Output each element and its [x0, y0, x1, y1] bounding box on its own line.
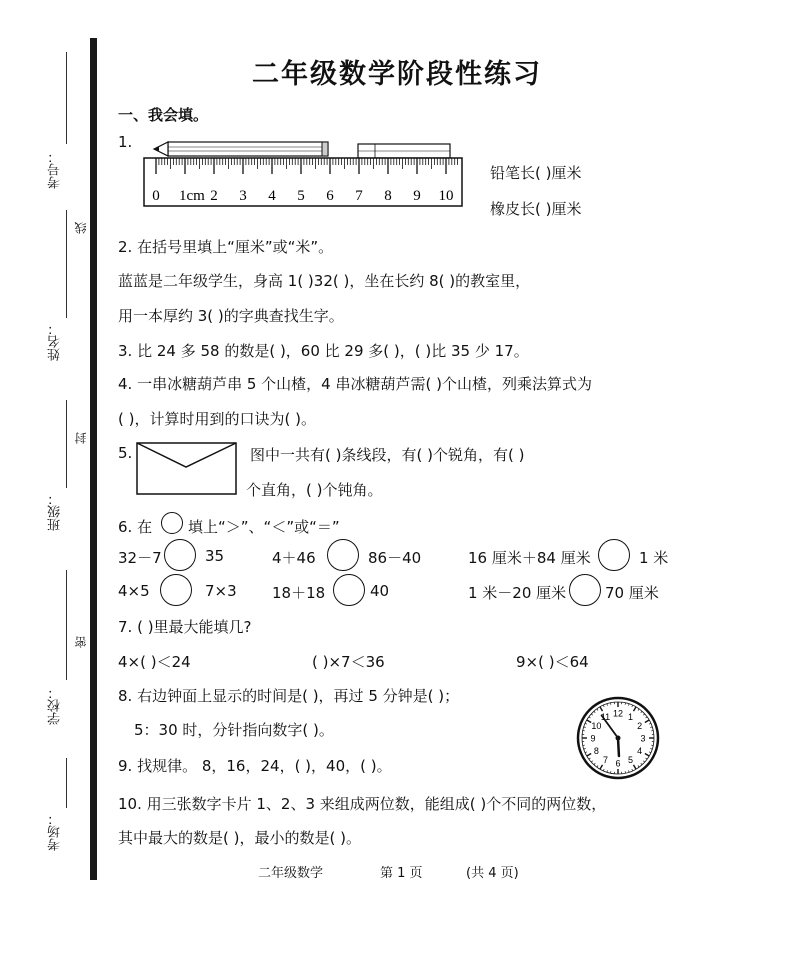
clock-number: 10: [591, 721, 602, 731]
compare-circle-r1c2[interactable]: [327, 539, 359, 571]
pencil-icon: [154, 142, 328, 156]
q7-item1: 4×( )＜24: [118, 653, 191, 671]
clock-number: 9: [590, 733, 596, 744]
ruler-label: 1cm: [179, 188, 205, 204]
ruler-label: 2: [210, 188, 218, 204]
q6-r1-left3: 16 厘米＋84 厘米: [468, 549, 591, 567]
seal-text-secret: 密: [74, 636, 88, 648]
clock-number: 2: [637, 721, 643, 731]
envelope-figure: [135, 441, 239, 497]
ruler-illustration: [140, 138, 470, 210]
clock-number: 12: [612, 708, 624, 719]
q5-line2: 个直角，( )个钝角。: [246, 481, 383, 499]
q6-heading-b: 填上“＞”、“＜”或“＝”: [188, 518, 340, 536]
ruler-label: 3: [239, 188, 247, 204]
name-line: [66, 210, 67, 318]
compare-circle-r2c1[interactable]: [160, 574, 192, 606]
clock-number: 6: [615, 758, 621, 769]
q6-r2-left3: 1 米－20 厘米: [468, 584, 567, 602]
clock-face-icon: [574, 696, 662, 780]
q6-r1-right3: 1 米: [639, 549, 669, 567]
name-label: 姓名：: [48, 322, 63, 361]
q5-line1: 图中一共有( )条线段，有( )个锐角，有( ): [250, 446, 525, 464]
eraser-length-prompt: 橡皮长( )厘米: [490, 200, 582, 218]
ruler-label: 4: [268, 188, 276, 204]
ruler-label: 7: [355, 188, 363, 204]
compare-circle-r1c3[interactable]: [598, 539, 630, 571]
compare-circle-r1c1[interactable]: [164, 539, 196, 571]
q7-item2: ( )×7＜36: [312, 653, 385, 671]
footer-subject: 二年级数学: [258, 866, 324, 881]
q8-line2: 5：30 时，分针指向数字( )。: [134, 721, 334, 739]
page-title: 二年级数学阶段性练习: [252, 59, 542, 90]
q6-r1-left1: 32－7: [118, 549, 162, 567]
q6-r1-right1: 35: [205, 547, 225, 565]
compare-circle-r2c2[interactable]: [333, 574, 365, 606]
clock-number: 8: [593, 746, 599, 756]
footer-page: 第 1 页: [380, 866, 423, 881]
q4-line2: ( )，计算时用到的口诀为( )。: [118, 410, 316, 428]
eraser-icon: [358, 144, 450, 158]
q7-item3: 9×( )＜64: [516, 653, 589, 671]
clock-number: 11: [600, 711, 611, 722]
q2-line3: 用一本厚约 3( )的字典查找生字。: [118, 307, 344, 325]
school-line: [66, 570, 67, 680]
compare-circle-sample: [161, 512, 183, 534]
room-label: 考场：: [48, 812, 63, 851]
q3-text: 3. 比 24 多 58 的数是( )，60 比 29 多( )，( )比 35 少 17。: [118, 342, 529, 360]
q10-line2: 其中最大的数是( )，最小的数是( )。: [118, 829, 361, 847]
q2-heading: 2. 在括号里填上“厘米”或“米”。: [118, 238, 334, 256]
exam-no-label: 考号：: [48, 150, 63, 189]
ruler-label: 0: [152, 188, 160, 204]
q6-r1-left2: 4＋46: [272, 549, 316, 567]
clock-number: 1: [627, 711, 634, 722]
ruler-label: 9: [413, 188, 421, 204]
school-label: 学校：: [48, 686, 63, 725]
clock-hour-hand: [618, 738, 619, 756]
seal-text-seal: 封: [74, 432, 88, 444]
q6-r2-right2: 40: [370, 582, 390, 600]
class-label: 班级：: [48, 492, 63, 531]
ruler-label: 10: [438, 188, 454, 204]
q6-heading-a: 6. 在: [118, 518, 153, 536]
q6-r1-right2: 86－40: [368, 549, 422, 567]
q4-line1: 4. 一串冰糖葫芦串 5 个山楂，4 串冰糖葫芦需( )个山楂，列乘法算式为: [118, 375, 592, 393]
ruler-label: 6: [326, 188, 334, 204]
q6-r2-right1: 7×3: [205, 582, 237, 600]
q6-r2-left2: 18＋18: [272, 584, 326, 602]
pencil-length-prompt: 铅笔长( )厘米: [490, 164, 582, 182]
clock-number: 5: [627, 755, 634, 766]
q8-line1: 8. 右边钟面上显示的时间是( )，再过 5 分钟是( )；: [118, 687, 460, 705]
seal-text-line: 线: [74, 222, 88, 234]
footer-total: (共 4 页): [466, 866, 519, 881]
clock-number: 7: [602, 755, 609, 766]
q9-text: 9. 找规律。 8，16，24，( )，40，( )。: [118, 757, 392, 775]
class-line: [66, 400, 67, 488]
compare-circle-r2c3[interactable]: [569, 574, 601, 606]
q1-number: 1.: [118, 133, 133, 151]
q10-line1: 10. 用三张数字卡片 1、2、3 来组成两位数，能组成( )个不同的两位数，: [118, 795, 607, 813]
q6-r2-left1: 4×5: [118, 582, 150, 600]
binding-bar: [90, 38, 97, 880]
q5-number: 5.: [118, 444, 133, 462]
clock-number: 4: [637, 746, 643, 756]
room-line: [66, 758, 67, 808]
ruler-label: 5: [297, 188, 305, 204]
q7-heading: 7. ( )里最大能填几?: [118, 618, 252, 636]
ruler-label: 8: [384, 188, 392, 204]
q2-line2: 蓝蓝是二年级学生，身高 1( )32( )，坐在长约 8( )的教室里，: [118, 272, 531, 290]
section-heading: 一、我会填。: [118, 106, 209, 124]
clock-number: 3: [640, 733, 646, 744]
q6-r2-right3: 70 厘米: [605, 584, 659, 602]
